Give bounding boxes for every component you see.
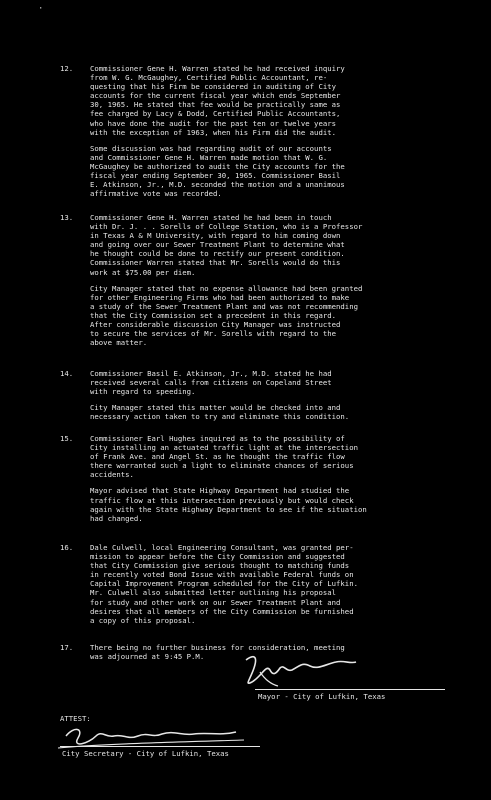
item-14 bbox=[60, 369, 470, 428]
secretary-signature-line bbox=[60, 746, 260, 747]
item-paragraph: Mayor advised that State Highway Department had studied the traffic flow at this intersection previously but would check again with the State Highway Department to see if the situation had changed. bbox=[90, 486, 367, 523]
item-number: 13. bbox=[60, 213, 74, 222]
item-16 bbox=[60, 543, 470, 632]
item-13 bbox=[60, 213, 470, 354]
item-number: 15. bbox=[60, 434, 74, 443]
item-paragraph: City Manager stated that no expense allowance had been granted for other Engineering Firms who had been authorized to make a study of the Sewer Treatment Plant and was not recommending that the City Commission set a precedent in this regard. After considerable discussion City Manager was instructed to secure the services of Mr. Sorells with regard to the above matter. bbox=[90, 283, 363, 348]
item-number: 17. bbox=[60, 643, 74, 652]
item-12 bbox=[60, 64, 470, 205]
item-paragraph: Some discussion was had regarding audit of our accounts and Commissioner Gene H. Warren made motion that W. G. McGaughey be authorized to audit the City accounts for the fiscal year ending September 30, 1965. Commissioner Basil E. Atkinson, Jr., M.D. seconded the motion and a unanimous affirmative vote was recorded. bbox=[90, 143, 345, 199]
item-number: 12. bbox=[60, 64, 74, 73]
item-paragraph: There being no further business for consideration, meeting was adjourned at 9:45 P.M. bbox=[90, 643, 345, 662]
mayor-signature bbox=[240, 652, 360, 692]
item-number: 14. bbox=[60, 369, 74, 378]
item-paragraph: Commissioner Gene H. Warren stated he had received inquiry from W. G. McGaughey, Certified Public Accountant, re- questing that his Firm be considered in auditing of City accounts for the current fiscal year which ends September 30, 1965. He stated that fee would be practically same as fee charged by Lacy & Dodd, Certified Public Accountants, who have done the audit for the past ten or twelve years with the exception of 1963, when his Firm did the audit. bbox=[90, 64, 345, 137]
item-paragraph: Dale Culwell, local Engineering Consultant, was granted per- mission to appear before the City Commission and suggested that City Commission give serious thought to matching funds in recently voted Bond Issue with available Federal funds on Capital Improvement Program scheduled for the City of Lufkin. Mr. Culwell also submitted letter outlining his proposal for study and other work on our Sewer Treatment Plant and desires that all members of the City Commission be furnished a copy of this proposal. bbox=[90, 543, 358, 625]
item-paragraph: Commissioner Earl Hughes inquired as to the possibility of City installing an actuated traffic light at the intersection of Frank Ave. and Angel St. as he thought the traffic flow there warranted such a light to eliminate chances of serious accidents. bbox=[90, 434, 358, 480]
attest-label: ATTEST: bbox=[60, 714, 91, 723]
item-paragraph: City Manager stated this matter would be checked into and necessary action taken to try and eliminate this condition. bbox=[90, 403, 350, 422]
item-number: 16. bbox=[60, 543, 74, 552]
item-paragraph: Commissioner Basil E. Atkinson, Jr., M.D. stated he had received several calls from citizens on Copeland Street with regard to speeding. bbox=[90, 369, 332, 397]
mayor-caption: Mayor - City of Lufkin, Texas bbox=[258, 692, 386, 701]
scan-mark: · bbox=[38, 4, 44, 14]
item-paragraph: Commissioner Gene H. Warren stated he had been in touch with Dr. J. . . Sorells of College Station, who is a Professor in Texas A & M University, with regard to him coming down and going over our Sewer Treatment Plant to determine what he thought could be done to rectify our present condition. Commissioner Warren stated that Mr. Sorells would do this work at $75.00 per diem. bbox=[90, 213, 363, 277]
secretary-caption: City Secretary - City of Lufkin, Texas bbox=[62, 749, 229, 758]
item-15 bbox=[60, 434, 470, 530]
mayor-signature-line bbox=[255, 689, 445, 690]
